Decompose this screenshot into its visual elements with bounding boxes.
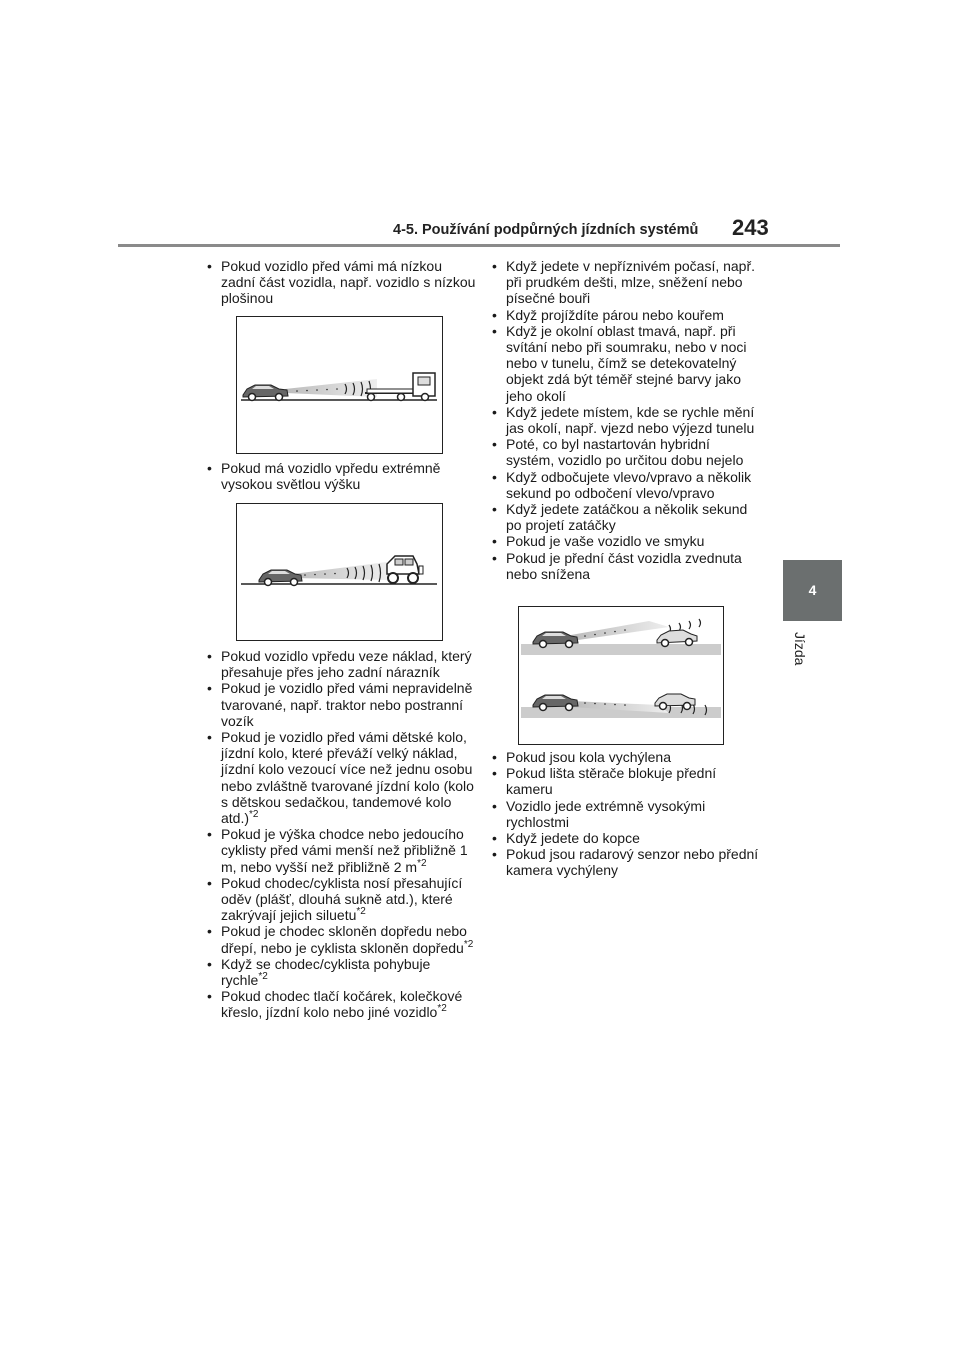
left-intro-list-2 xyxy=(205,460,480,492)
list-item: • Pokud je vozidlo před vámi nepravidelně tvarované, např. traktor nebo postranní vozík xyxy=(205,680,480,729)
list-item: • Poté, co byl nastartován hybridní systém, vozidlo po určitou dobu nejelo xyxy=(490,436,760,468)
car-behind-low-platform-truck-illustration xyxy=(237,317,442,453)
right-bottom-list xyxy=(490,749,760,879)
list-item: • Když jedete do kopce xyxy=(490,830,760,846)
left-intro-list-1 xyxy=(205,258,480,307)
list-item: • Pokud lišta stěrače blokuje přední kameru xyxy=(490,765,760,797)
right-top-list xyxy=(490,258,760,582)
list-item: • Pokud je vaše vozidlo ve smyku xyxy=(490,533,760,549)
list-item: • Když jedete zatáčkou a několik sekund po projetí zatáčky xyxy=(490,501,760,533)
list-item: • Pokud vozidlo vpředu veze náklad, který přesahuje přes jeho zadní nárazník xyxy=(205,648,480,680)
section-title: 4-5. Používání podpůrných jízdních systémů xyxy=(393,222,699,238)
list-item: • Když odbočujete vlevo/vpravo a několik sekund po odbočení vlevo/vpravo xyxy=(490,469,760,501)
list-item: • Když jedete místem, kde se rychle mění jas okolí, např. vjezd nebo výjezd tunelu xyxy=(490,404,760,436)
figure-high-clearance-vehicle xyxy=(236,503,443,641)
list-item: • Když je okolní oblast tmavá, např. při svítání nebo při soumraku, nebo v noci nebo v tunelu, čímž se detekovatelný objekt zdá být téměř stejné barvy jako jeho okolí xyxy=(490,323,760,404)
list-item: • Vozidlo jede extrémně vysokými rychlostmi xyxy=(490,798,760,830)
chapter-tab[interactable]: 4 xyxy=(783,560,842,621)
figure-low-platform-truck xyxy=(236,316,443,454)
list-item: • Když jedete v nepříznivém počasí, např. při prudkém dešti, mlze, sněžení nebo písečné bouři xyxy=(490,258,760,307)
page-number: 243 xyxy=(732,215,769,240)
list-item: • Pokud jsou radarový senzor nebo přední kamera vychýleny xyxy=(490,846,760,878)
car-behind-high-clearance-suv-illustration xyxy=(237,504,442,640)
figure-vehicle-pitch xyxy=(518,606,724,745)
list-item: • Pokud je vozidlo před vámi dětské kolo, jízdní kolo, které převáží velký náklad, jízdní kolo vezoucí více než jednu osobu nebo zvláštně tvarované jízdní kolo (kolo s dětskou sedačkou, tandemové kolo atd.)$^{*2}$ xyxy=(205,729,480,826)
list-item: • Pokud chodec tlačí kočárek, kolečkové křeslo, jízdní kolo nebo jiné vozidlo$^{*2}$ xyxy=(205,988,480,1020)
list-item: • Pokud jsou kola vychýlena xyxy=(490,749,760,765)
list-item: • Když se chodec/cyklista pohybuje rychle$^{*2}$ xyxy=(205,956,480,988)
list-item: • Pokud je chodec skloněn dopředu nebo dřepí, nebo je cyklista skloněn dopředu$^{*2}$ xyxy=(205,923,480,955)
left-main-list xyxy=(205,648,480,1021)
chapter-label: Jízda xyxy=(792,632,808,666)
list-item: • Pokud chodec/cyklista nosí přesahující oděv (plášť, dlouhá sukně atd.), které zakrývají jejich siluetu$^{*2}$ xyxy=(205,875,480,924)
list-item: • Pokud vozidlo před vámi má nízkou zadní část vozidla, např. vozidlo s nízkou plošinou xyxy=(205,258,480,307)
list-item: • Pokud má vozidlo vpředu extrémně vysokou světlou výšku xyxy=(205,460,480,492)
list-item: • Když projíždíte párou nebo kouřem xyxy=(490,307,760,323)
car-nose-raised-and-lowered-illustration xyxy=(519,607,723,744)
header-rule xyxy=(118,244,840,247)
list-item: • Pokud je přední část vozidla zvednuta nebo snížena xyxy=(490,550,760,582)
list-item: • Pokud je výška chodce nebo jedoucího cyklisty před vámi menší než přibližně 1 m, nebo vyšší než přibližně 2 m$^{*2}$ xyxy=(205,826,480,875)
